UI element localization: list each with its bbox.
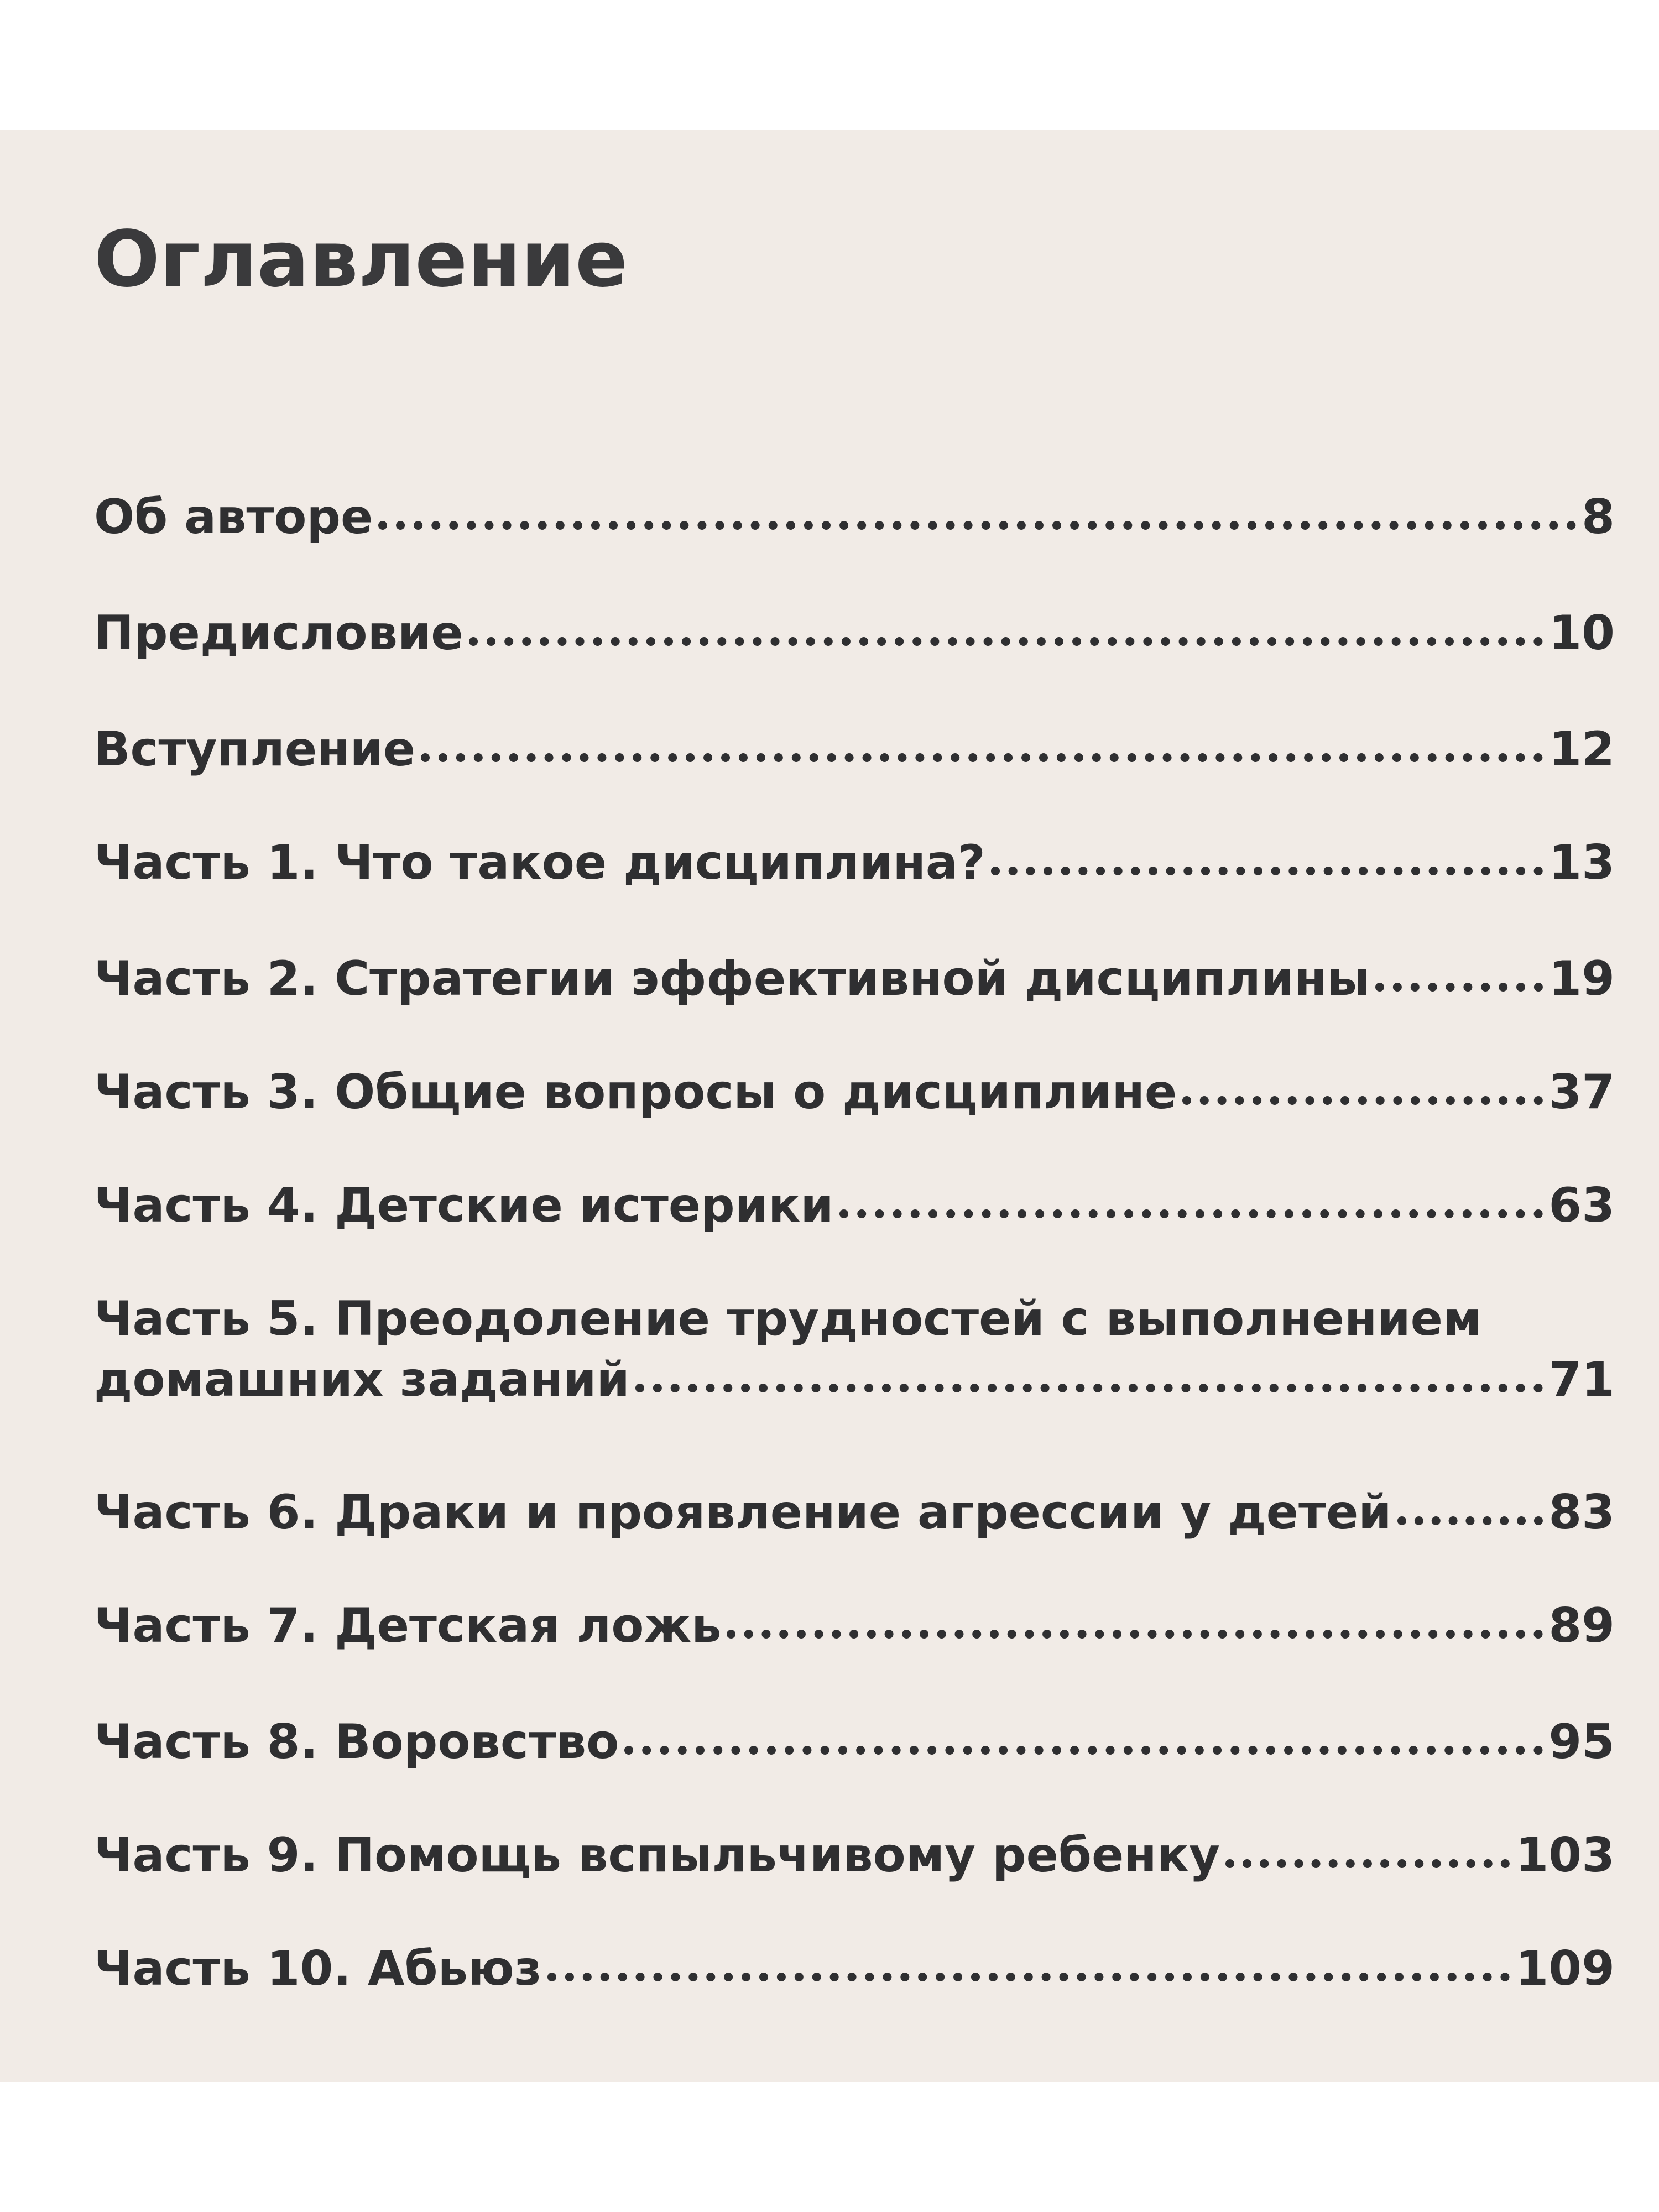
toc-entry-page: 83 (1548, 1485, 1615, 1540)
toc-entry-label: Часть 9. Помощь вспыльчивому ребенку (94, 1828, 1220, 1883)
dot-leader (1182, 1096, 1543, 1105)
dot-leader (547, 1973, 1510, 1981)
toc-entry-part-4[interactable] (94, 1178, 1615, 1239)
toc-entry-label: Предисловие (94, 606, 463, 661)
toc-entry-label: домашних заданий (94, 1352, 630, 1407)
toc-entry-part-8[interactable] (94, 1714, 1615, 1775)
dot-leader (991, 867, 1543, 875)
toc-entry-label: Часть 4. Детские истерики (94, 1178, 834, 1233)
toc-entry-label: Вступление (94, 722, 416, 777)
toc-entry-page: 89 (1548, 1598, 1615, 1653)
toc-entry-preface[interactable] (94, 606, 1615, 666)
toc-entry-label: Часть 10. Абьюз (94, 1941, 542, 1996)
dot-leader (421, 753, 1543, 762)
toc-entry-label: Часть 1. Что такое дисциплина? (94, 835, 985, 890)
toc-entry-page: 63 (1548, 1178, 1615, 1233)
dot-leader (624, 1746, 1543, 1755)
toc-entry-page: 71 (1548, 1352, 1615, 1407)
toc-entry-page: 37 (1548, 1065, 1615, 1120)
toc-entry-label-line1: Часть 5. Преодоление трудностей с выполнением (94, 1291, 1482, 1347)
dot-leader (839, 1209, 1543, 1218)
toc-entry-part-3[interactable] (94, 1065, 1615, 1125)
toc-entry-page: 103 (1515, 1828, 1615, 1883)
dot-leader (469, 637, 1543, 646)
dot-leader (727, 1630, 1543, 1639)
dot-leader (378, 521, 1576, 530)
toc-entry-page: 13 (1548, 835, 1615, 890)
dot-leader (1375, 983, 1543, 992)
toc-entry-part-2[interactable] (94, 951, 1615, 1012)
toc-entry-label: Часть 2. Стратегии эффективной дисциплины (94, 951, 1370, 1006)
dot-leader (635, 1384, 1543, 1392)
toc-entry-page: 10 (1548, 606, 1615, 661)
toc-entry-label: Часть 7. Детская ложь (94, 1598, 722, 1653)
toc-entry-about-author[interactable] (94, 489, 1615, 550)
toc-entry-page: 8 (1582, 489, 1615, 545)
toc-entry-label: Часть 3. Общие вопросы о дисциплине (94, 1065, 1177, 1120)
toc-entry-part-1[interactable] (94, 835, 1615, 896)
toc-entry-part-7[interactable] (94, 1598, 1615, 1659)
page-title: Оглавление (94, 215, 628, 305)
toc-entry-label: Часть 8. Воровство (94, 1714, 619, 1770)
toc-entry-label: Об авторе (94, 489, 373, 545)
toc-entry-page: 95 (1548, 1714, 1615, 1770)
dot-leader (1225, 1859, 1510, 1868)
toc-entry-page: 19 (1548, 951, 1615, 1006)
dot-leader (1397, 1516, 1543, 1525)
toc-entry-part-9[interactable] (94, 1828, 1615, 1888)
toc-entry-page: 12 (1548, 722, 1615, 777)
toc-entry-introduction[interactable] (94, 722, 1615, 782)
toc-entry-part-6[interactable] (94, 1485, 1615, 1546)
toc-entry-part-10[interactable] (94, 1941, 1615, 2002)
toc-entry-page: 109 (1515, 1941, 1615, 1996)
toc-entry-part-5[interactable] (94, 1291, 1615, 1413)
toc-entry-label: Часть 6. Драки и проявление агрессии у детей (94, 1485, 1392, 1540)
